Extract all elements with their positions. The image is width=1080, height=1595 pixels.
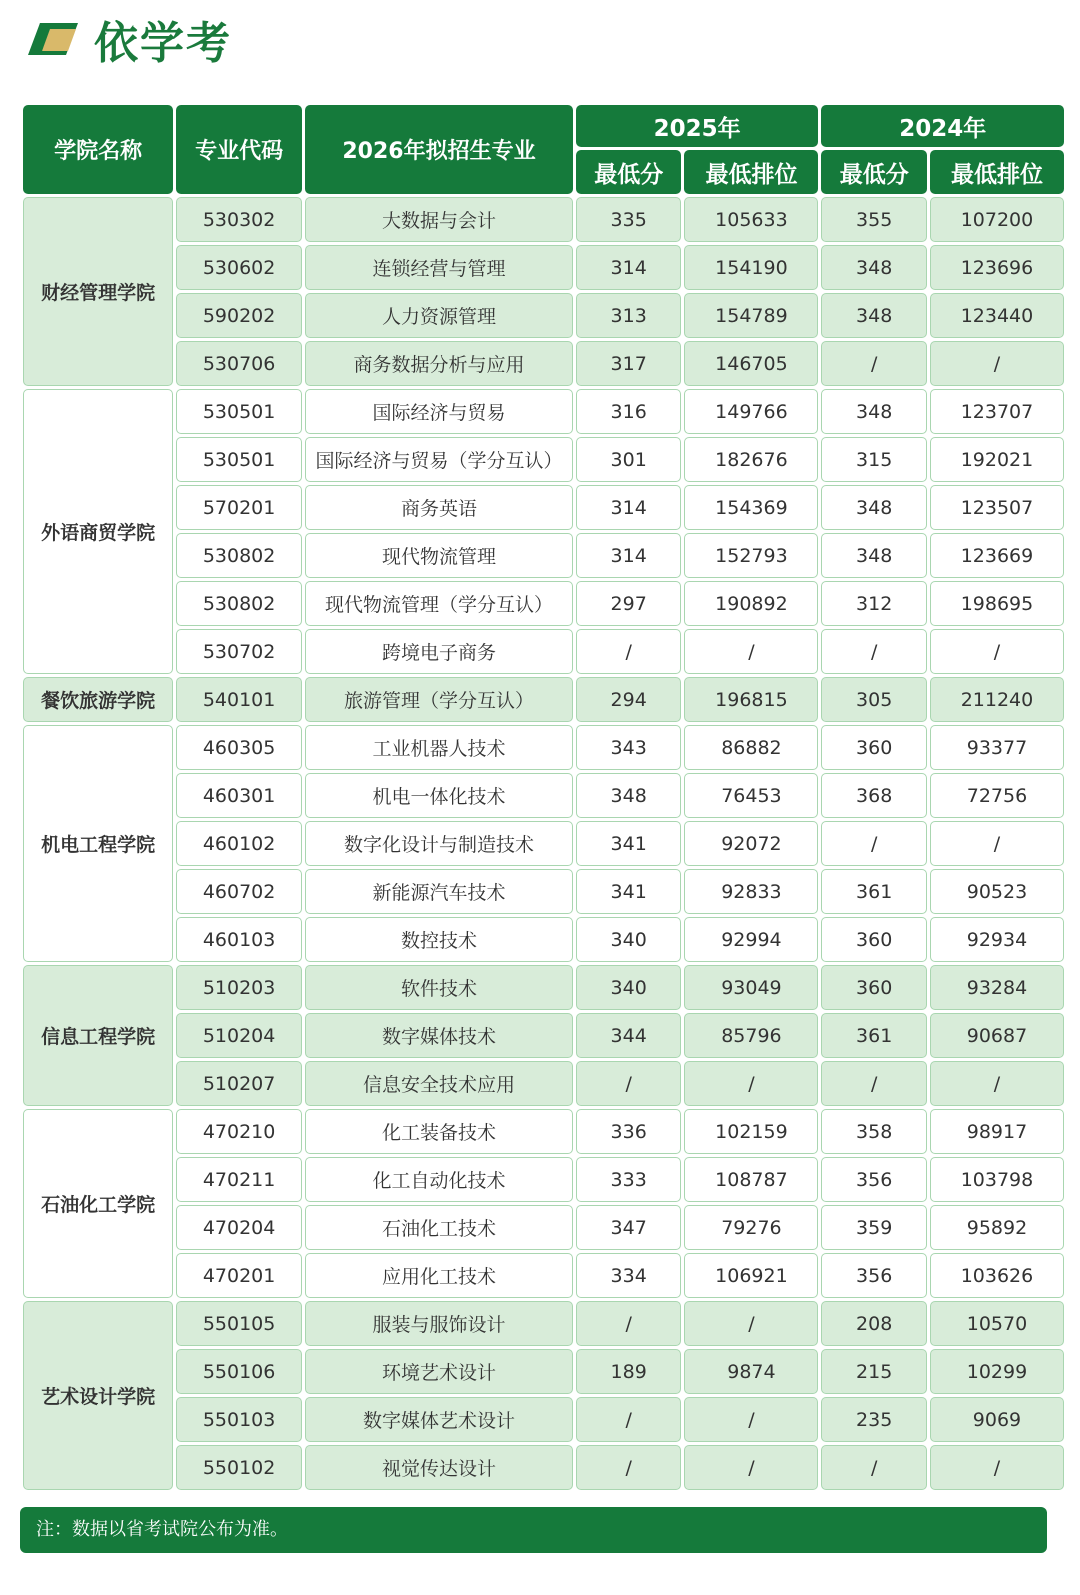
min-score-2025: 297 bbox=[576, 581, 682, 626]
min-score-2025: 348 bbox=[576, 773, 682, 818]
college-name: 艺术设计学院 bbox=[23, 1301, 173, 1490]
min-score-2025: 316 bbox=[576, 389, 682, 434]
major-name: 现代物流管理（学分互认） bbox=[305, 581, 573, 626]
min-rank-2025: 196815 bbox=[684, 677, 818, 722]
min-score-2025: 341 bbox=[576, 821, 682, 866]
min-rank-2025: 86882 bbox=[684, 725, 818, 770]
major-code: 470210 bbox=[176, 1109, 302, 1154]
min-score-2024: 359 bbox=[821, 1205, 927, 1250]
min-rank-2025: 106921 bbox=[684, 1253, 818, 1298]
major-name: 应用化工技术 bbox=[305, 1253, 573, 1298]
min-score-2024: 208 bbox=[821, 1301, 927, 1346]
min-rank-2025: / bbox=[684, 1397, 818, 1442]
min-rank-2024: 98917 bbox=[930, 1109, 1064, 1154]
major-name: 商务数据分析与应用 bbox=[305, 341, 573, 386]
header-major: 2026年拟招生专业 bbox=[305, 105, 573, 194]
min-score-2025: 189 bbox=[576, 1349, 682, 1394]
major-code: 530302 bbox=[176, 197, 302, 242]
min-rank-2025: / bbox=[684, 1445, 818, 1490]
min-rank-2024: 10570 bbox=[930, 1301, 1064, 1346]
major-name: 化工装备技术 bbox=[305, 1109, 573, 1154]
min-rank-2025: 154789 bbox=[684, 293, 818, 338]
min-score-2025: 314 bbox=[576, 245, 682, 290]
min-rank-2025: 92072 bbox=[684, 821, 818, 866]
min-score-2024: / bbox=[821, 629, 927, 674]
major-code: 510203 bbox=[176, 965, 302, 1010]
table-row bbox=[23, 1061, 1064, 1106]
table-row bbox=[23, 1109, 1064, 1154]
brand bbox=[26, 14, 232, 69]
min-rank-2024: 123440 bbox=[930, 293, 1064, 338]
table-row bbox=[23, 533, 1064, 578]
min-rank-2025: 182676 bbox=[684, 437, 818, 482]
min-score-2024: 305 bbox=[821, 677, 927, 722]
major-name: 数控技术 bbox=[305, 917, 573, 962]
major-name: 视觉传达设计 bbox=[305, 1445, 573, 1490]
table-row bbox=[23, 917, 1064, 962]
min-score-2024: / bbox=[821, 1445, 927, 1490]
min-rank-2024: 9069 bbox=[930, 1397, 1064, 1442]
min-rank-2025: 85796 bbox=[684, 1013, 818, 1058]
major-code: 540101 bbox=[176, 677, 302, 722]
table-row bbox=[23, 629, 1064, 674]
min-score-2024: 348 bbox=[821, 389, 927, 434]
table-row bbox=[23, 773, 1064, 818]
min-rank-2025: 154369 bbox=[684, 485, 818, 530]
major-code: 470211 bbox=[176, 1157, 302, 1202]
min-score-2025: 340 bbox=[576, 917, 682, 962]
min-rank-2024: 93377 bbox=[930, 725, 1064, 770]
major-name: 国际经济与贸易 bbox=[305, 389, 573, 434]
major-code: 530702 bbox=[176, 629, 302, 674]
major-name: 大数据与会计 bbox=[305, 197, 573, 242]
table-row bbox=[23, 1397, 1064, 1442]
min-score-2025: 334 bbox=[576, 1253, 682, 1298]
major-name: 石油化工技术 bbox=[305, 1205, 573, 1250]
min-rank-2024: 103798 bbox=[930, 1157, 1064, 1202]
table-row bbox=[23, 869, 1064, 914]
major-name: 软件技术 bbox=[305, 965, 573, 1010]
major-name: 商务英语 bbox=[305, 485, 573, 530]
min-rank-2025: 92994 bbox=[684, 917, 818, 962]
min-rank-2025: / bbox=[684, 629, 818, 674]
min-rank-2024: 198695 bbox=[930, 581, 1064, 626]
min-rank-2024: 123707 bbox=[930, 389, 1064, 434]
min-rank-2024: 192021 bbox=[930, 437, 1064, 482]
min-rank-2024: 123669 bbox=[930, 533, 1064, 578]
table-row bbox=[23, 485, 1064, 530]
admission-score-table bbox=[20, 102, 1067, 1493]
major-name: 新能源汽车技术 bbox=[305, 869, 573, 914]
major-name: 人力资源管理 bbox=[305, 293, 573, 338]
table-row bbox=[23, 341, 1064, 386]
min-score-2025: 333 bbox=[576, 1157, 682, 1202]
major-code: 530706 bbox=[176, 341, 302, 386]
min-score-2024: 355 bbox=[821, 197, 927, 242]
min-score-2025: 340 bbox=[576, 965, 682, 1010]
header-min-rank-2025: 最低排位 bbox=[684, 150, 818, 194]
min-score-2024: 360 bbox=[821, 725, 927, 770]
major-code: 510207 bbox=[176, 1061, 302, 1106]
min-score-2024: / bbox=[821, 341, 927, 386]
header-min-score-2025: 最低分 bbox=[576, 150, 682, 194]
major-code: 460102 bbox=[176, 821, 302, 866]
college-name: 石油化工学院 bbox=[23, 1109, 173, 1298]
major-name: 信息安全技术应用 bbox=[305, 1061, 573, 1106]
min-rank-2025: 152793 bbox=[684, 533, 818, 578]
header-code: 专业代码 bbox=[176, 105, 302, 194]
min-rank-2024: / bbox=[930, 1061, 1064, 1106]
min-score-2024: 215 bbox=[821, 1349, 927, 1394]
min-score-2024: 360 bbox=[821, 965, 927, 1010]
min-score-2024: 312 bbox=[821, 581, 927, 626]
min-score-2024: / bbox=[821, 821, 927, 866]
min-score-2025: 347 bbox=[576, 1205, 682, 1250]
min-rank-2024: 93284 bbox=[930, 965, 1064, 1010]
min-score-2024: / bbox=[821, 1061, 927, 1106]
min-rank-2025: 190892 bbox=[684, 581, 818, 626]
major-code: 550102 bbox=[176, 1445, 302, 1490]
min-rank-2025: 9874 bbox=[684, 1349, 818, 1394]
min-score-2025: / bbox=[576, 629, 682, 674]
min-rank-2024: / bbox=[930, 629, 1064, 674]
table-row bbox=[23, 1013, 1064, 1058]
major-code: 460305 bbox=[176, 725, 302, 770]
min-score-2024: 361 bbox=[821, 1013, 927, 1058]
header-min-rank-2024: 最低排位 bbox=[930, 150, 1064, 194]
table-row bbox=[23, 389, 1064, 434]
min-score-2025: 301 bbox=[576, 437, 682, 482]
footnote: 注：数据以省考试院公布为准。 bbox=[20, 1507, 1047, 1553]
min-score-2024: 356 bbox=[821, 1253, 927, 1298]
major-name: 环境艺术设计 bbox=[305, 1349, 573, 1394]
min-rank-2024: 123696 bbox=[930, 245, 1064, 290]
table-body bbox=[23, 197, 1064, 1490]
min-score-2024: 356 bbox=[821, 1157, 927, 1202]
header-college: 学院名称 bbox=[23, 105, 173, 194]
min-score-2025: 314 bbox=[576, 533, 682, 578]
table-row bbox=[23, 1253, 1064, 1298]
min-rank-2024: 72756 bbox=[930, 773, 1064, 818]
min-score-2024: 348 bbox=[821, 533, 927, 578]
major-name: 连锁经营与管理 bbox=[305, 245, 573, 290]
min-rank-2025: / bbox=[684, 1301, 818, 1346]
college-name: 外语商贸学院 bbox=[23, 389, 173, 674]
major-code: 550103 bbox=[176, 1397, 302, 1442]
min-score-2025: 344 bbox=[576, 1013, 682, 1058]
college-name: 信息工程学院 bbox=[23, 965, 173, 1106]
min-rank-2024: 90523 bbox=[930, 869, 1064, 914]
table-row bbox=[23, 293, 1064, 338]
major-code: 460103 bbox=[176, 917, 302, 962]
min-rank-2025: / bbox=[684, 1061, 818, 1106]
major-name: 机电一体化技术 bbox=[305, 773, 573, 818]
major-code: 470201 bbox=[176, 1253, 302, 1298]
min-rank-2024: 92934 bbox=[930, 917, 1064, 962]
min-score-2025: 294 bbox=[576, 677, 682, 722]
major-name: 数字媒体艺术设计 bbox=[305, 1397, 573, 1442]
major-code: 550106 bbox=[176, 1349, 302, 1394]
major-name: 国际经济与贸易（学分互认） bbox=[305, 437, 573, 482]
major-code: 530802 bbox=[176, 533, 302, 578]
min-score-2025: / bbox=[576, 1397, 682, 1442]
min-rank-2025: 92833 bbox=[684, 869, 818, 914]
min-rank-2024: 103626 bbox=[930, 1253, 1064, 1298]
table-row bbox=[23, 965, 1064, 1010]
table-row bbox=[23, 1445, 1064, 1490]
major-name: 数字化设计与制造技术 bbox=[305, 821, 573, 866]
min-score-2024: 348 bbox=[821, 293, 927, 338]
college-name: 财经管理学院 bbox=[23, 197, 173, 386]
header-min-score-2024: 最低分 bbox=[821, 150, 927, 194]
major-code: 590202 bbox=[176, 293, 302, 338]
min-score-2025: 335 bbox=[576, 197, 682, 242]
major-name: 旅游管理（学分互认） bbox=[305, 677, 573, 722]
min-rank-2024: 123507 bbox=[930, 485, 1064, 530]
major-code: 460702 bbox=[176, 869, 302, 914]
min-rank-2024: / bbox=[930, 821, 1064, 866]
min-rank-2024: 95892 bbox=[930, 1205, 1064, 1250]
min-score-2024: 360 bbox=[821, 917, 927, 962]
brand-name: 依学考 bbox=[94, 18, 232, 69]
min-score-2024: 361 bbox=[821, 869, 927, 914]
header-year-2025: 2025年 bbox=[576, 105, 819, 147]
table-row bbox=[23, 197, 1064, 242]
major-name: 化工自动化技术 bbox=[305, 1157, 573, 1202]
min-rank-2025: 105633 bbox=[684, 197, 818, 242]
min-rank-2024: 107200 bbox=[930, 197, 1064, 242]
min-rank-2025: 102159 bbox=[684, 1109, 818, 1154]
min-score-2024: 315 bbox=[821, 437, 927, 482]
major-code: 570201 bbox=[176, 485, 302, 530]
major-code: 530501 bbox=[176, 389, 302, 434]
min-rank-2025: 154190 bbox=[684, 245, 818, 290]
min-score-2025: 343 bbox=[576, 725, 682, 770]
min-score-2025: 341 bbox=[576, 869, 682, 914]
min-score-2025: 317 bbox=[576, 341, 682, 386]
min-rank-2024: 90687 bbox=[930, 1013, 1064, 1058]
major-name: 跨境电子商务 bbox=[305, 629, 573, 674]
min-rank-2025: 93049 bbox=[684, 965, 818, 1010]
min-rank-2024: / bbox=[930, 1445, 1064, 1490]
college-name: 机电工程学院 bbox=[23, 725, 173, 962]
major-code: 530802 bbox=[176, 581, 302, 626]
min-rank-2025: 76453 bbox=[684, 773, 818, 818]
min-score-2025: 313 bbox=[576, 293, 682, 338]
header-year-2024: 2024年 bbox=[821, 105, 1064, 147]
min-rank-2024: 10299 bbox=[930, 1349, 1064, 1394]
table-row bbox=[23, 677, 1064, 722]
major-name: 现代物流管理 bbox=[305, 533, 573, 578]
min-rank-2024: 211240 bbox=[930, 677, 1064, 722]
min-rank-2025: 146705 bbox=[684, 341, 818, 386]
major-code: 470204 bbox=[176, 1205, 302, 1250]
major-code: 460301 bbox=[176, 773, 302, 818]
min-score-2024: 235 bbox=[821, 1397, 927, 1442]
table-row bbox=[23, 725, 1064, 770]
major-name: 数字媒体技术 bbox=[305, 1013, 573, 1058]
major-code: 530602 bbox=[176, 245, 302, 290]
table-row bbox=[23, 1301, 1064, 1346]
table-row bbox=[23, 1205, 1064, 1250]
min-score-2025: 336 bbox=[576, 1109, 682, 1154]
min-score-2024: 348 bbox=[821, 245, 927, 290]
min-score-2024: 348 bbox=[821, 485, 927, 530]
table-row bbox=[23, 821, 1064, 866]
major-code: 530501 bbox=[176, 437, 302, 482]
min-score-2024: 358 bbox=[821, 1109, 927, 1154]
table-row bbox=[23, 581, 1064, 626]
min-score-2025: / bbox=[576, 1301, 682, 1346]
major-name: 服装与服饰设计 bbox=[305, 1301, 573, 1346]
min-score-2025: 314 bbox=[576, 485, 682, 530]
major-code: 550105 bbox=[176, 1301, 302, 1346]
table-row bbox=[23, 1349, 1064, 1394]
min-rank-2025: 79276 bbox=[684, 1205, 818, 1250]
major-code: 510204 bbox=[176, 1013, 302, 1058]
table-row bbox=[23, 245, 1064, 290]
min-score-2025: / bbox=[576, 1445, 682, 1490]
min-rank-2025: 149766 bbox=[684, 389, 818, 434]
major-name: 工业机器人技术 bbox=[305, 725, 573, 770]
min-rank-2025: 108787 bbox=[684, 1157, 818, 1202]
min-score-2025: / bbox=[576, 1061, 682, 1106]
logo-icon bbox=[26, 19, 78, 59]
table-row bbox=[23, 1157, 1064, 1202]
min-rank-2024: / bbox=[930, 341, 1064, 386]
college-name: 餐饮旅游学院 bbox=[23, 677, 173, 722]
min-score-2024: 368 bbox=[821, 773, 927, 818]
table-row bbox=[23, 437, 1064, 482]
